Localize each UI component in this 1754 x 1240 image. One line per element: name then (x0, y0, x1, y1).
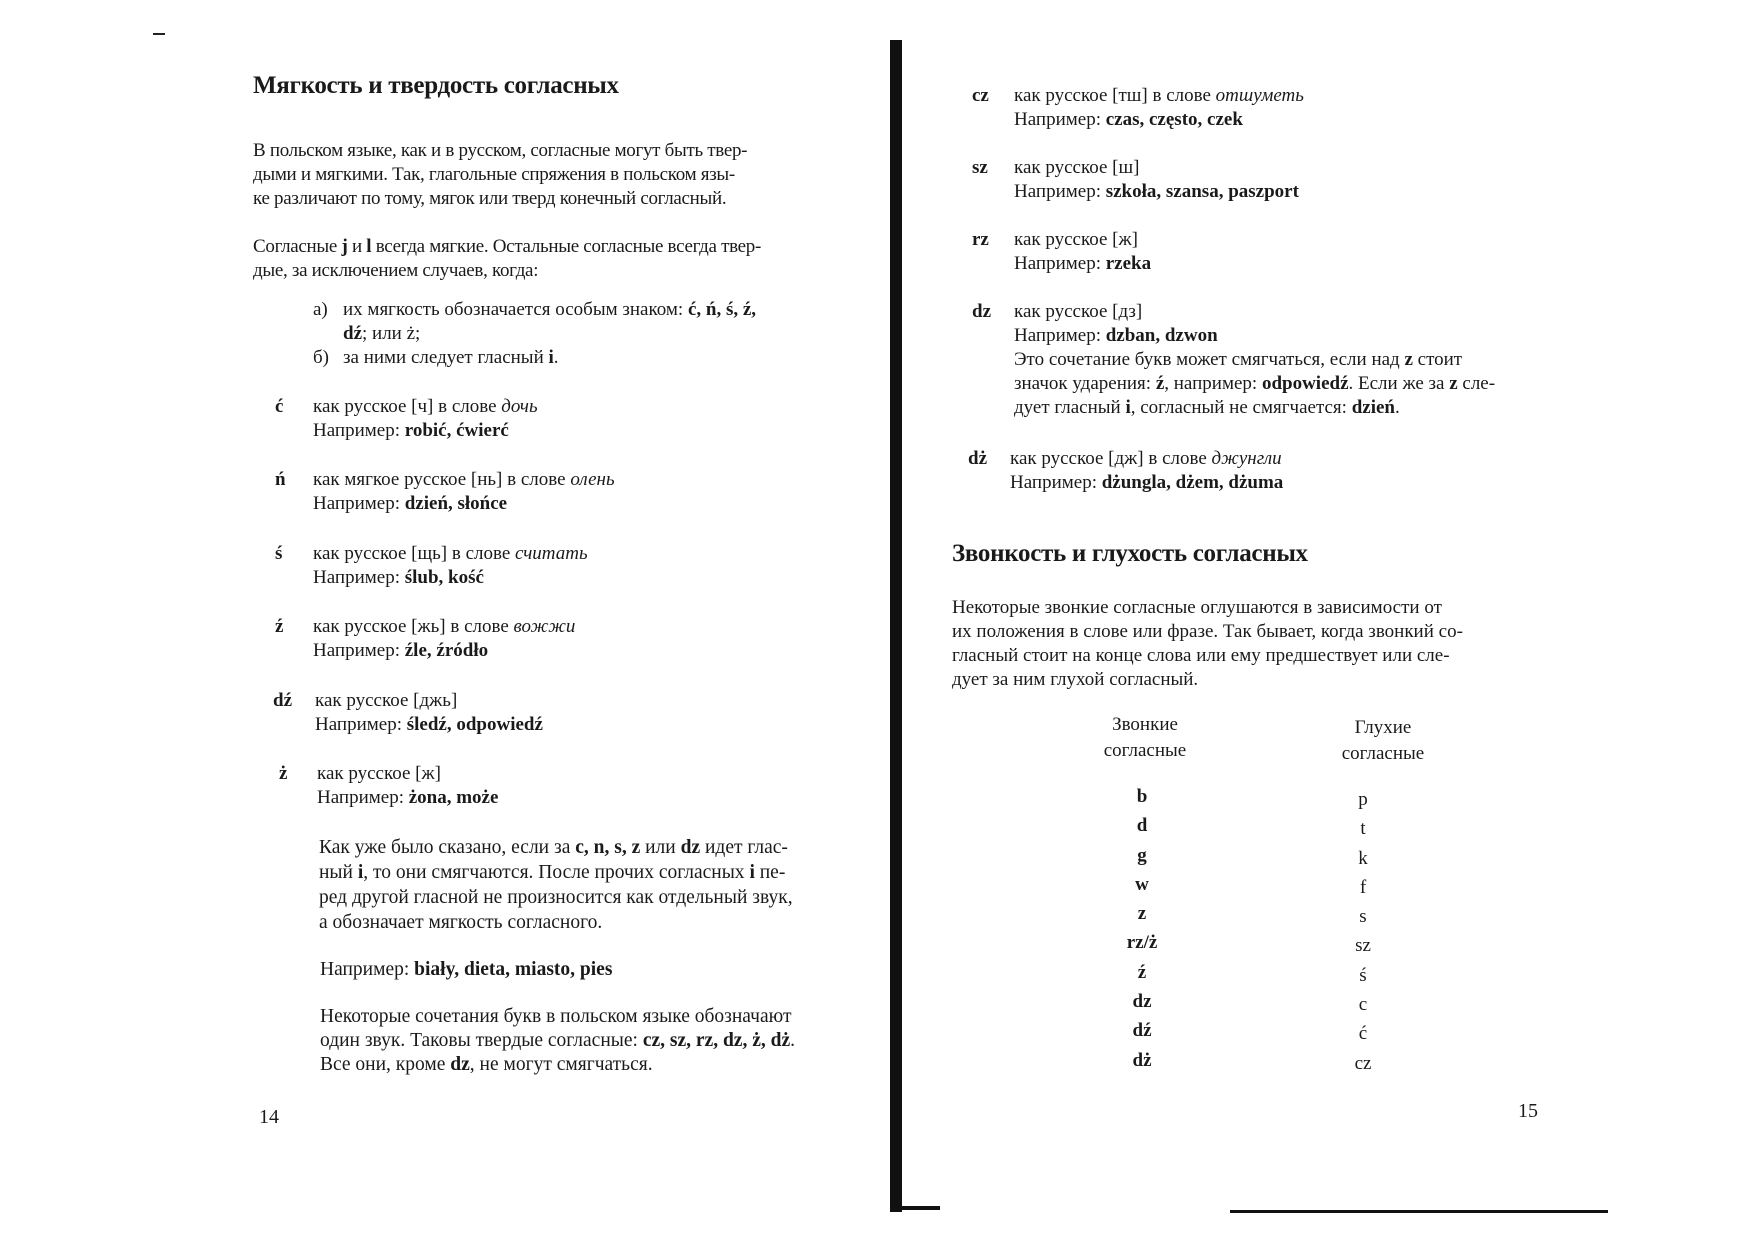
entry-description: как русское [джь] (315, 690, 458, 711)
soft-consonants-rule (253, 235, 863, 283)
entry-description: как русское [ш] (1014, 157, 1140, 178)
exceptions-list (313, 298, 873, 370)
voiced-consonant: z (1137, 903, 1147, 925)
section-title-voicing: Звонкость и глухость согласных (952, 540, 1308, 567)
voiceless-consonant: c (1358, 994, 1368, 1016)
exception-a-cont: dź; или ż; (343, 323, 421, 344)
entry-letter: dź (273, 690, 292, 711)
voiceless-consonant: f (1359, 876, 1367, 898)
voiceless-consonant: k (1358, 847, 1368, 869)
voiced-consonant: dz (1132, 991, 1152, 1013)
voicing-intro (952, 596, 1552, 692)
note-line: ный i, то они смягчаются. После прочих согласных i пе- (319, 862, 786, 883)
entry-letter: ń (275, 469, 286, 490)
intro-line: ке различают по тому, мягок или тверд конечный согласный. (253, 188, 727, 209)
voiced-consonant: rz/ż (1126, 932, 1158, 954)
dz-note-line: Это сочетание букв может смягчаться, если над z стоит (1014, 349, 1463, 370)
voiceless-consonant: sz (1355, 935, 1371, 957)
voiced-consonant: dż (1132, 1049, 1152, 1071)
entry-example: Например: dzban, dzwon (1014, 325, 1218, 346)
voicing-intro-line: дует за ним глухой согласный. (952, 669, 1199, 690)
section-title-softness: Мягкость и твердость согласных (253, 72, 619, 99)
voiceless-consonant: s (1359, 906, 1367, 928)
voiceless-consonant: cz (1354, 1052, 1372, 1074)
entry-description: как русское [ж] (1014, 229, 1138, 250)
entry-letter: sz (972, 157, 988, 178)
digraph-line: Все они, кроме dz, не могут смягчаться. (320, 1054, 653, 1075)
page-number: 14 (259, 1106, 279, 1128)
note-line: Как уже было сказано, если за c, n, s, z или dz идет глас- (319, 837, 788, 858)
voiced-consonant: ź (1137, 961, 1147, 983)
voiced-consonant: b (1136, 786, 1148, 807)
softening-note (319, 835, 859, 935)
entry-letter: ż (279, 763, 288, 784)
voiced-column-header: Звонкие согласные (1103, 714, 1187, 761)
voicing-intro-line: гласный стоит на конце слова или ему предшествует или сле- (952, 645, 1450, 666)
voiceless-consonant: t (1360, 818, 1366, 840)
entry-description: как русское [тш] в слове отшуметь (1014, 85, 1304, 106)
rule-line: дые, за исключением случаев, когда: (253, 260, 539, 281)
page-number: 15 (1518, 1100, 1538, 1122)
voiced-consonant: w (1135, 873, 1149, 895)
entry-letter: ś (275, 543, 283, 564)
voiced-list (1082, 782, 1202, 1075)
entry-letter: dz (972, 301, 991, 322)
voicing-intro-line: их положения в слове или фразе. Так бывает, когда звонкий со- (952, 621, 1463, 642)
voiceless-consonant: p (1358, 789, 1368, 810)
intro-paragraph (253, 139, 853, 211)
entry-letter: ź (275, 616, 284, 637)
voiceless-column-header: Глухие согласные (1341, 717, 1425, 764)
entry-letter: ć (275, 396, 284, 417)
entry-description: как русское [жь] в слове вожжи (313, 616, 576, 637)
example-line: Например: biały, dieta, miasto, pies (320, 959, 613, 980)
entry-example: Например: żona, może (317, 787, 499, 808)
entry-example: Например: śledź, odpowiedź (315, 714, 543, 735)
digraph-line: Некоторые сочетания букв в польском языке обозначают (320, 1006, 792, 1027)
voiceless-consonant: ć (1358, 1023, 1368, 1045)
entry-description: как русское [ж] (317, 763, 441, 784)
entry-description: как русское [дз] (1014, 301, 1143, 322)
entry-letter: rz (972, 229, 989, 250)
entry-example: Например: szkoła, szansa, paszport (1014, 181, 1299, 202)
entry-example: Например: źle, źródło (313, 640, 489, 661)
note-line: а обозначает мягкость согласного. (319, 912, 603, 933)
entry-description: как мягкое русское [нь] в слове олень (313, 469, 615, 490)
entry-description: как русское [щь] в слове считать (313, 543, 588, 564)
rule-line: Согласные j и l всегда мягкие. Остальные согласные всегда твер- (253, 236, 762, 257)
entry-example: Например: czas, często, czek (1014, 109, 1243, 130)
exception-a: а) их мягкость обозначается особым знаком: ć, ń, ś, ź, (313, 299, 757, 320)
entry-description: как русское [дж] в слове джунгли (1010, 448, 1282, 469)
intro-line: дыми и мягкими. Так, глагольные спряжения в польском язы- (253, 164, 735, 185)
entry-example: Например: dzień, słońce (313, 493, 508, 514)
entry-example: Например: robić, ćwierć (313, 420, 509, 441)
entry-example: Например: ślub, kość (313, 567, 484, 588)
voicing-intro-line: Некоторые звонкие согласные оглушаются в зависимости от (952, 597, 1442, 618)
entry-example: Например: dżungla, dżem, dżuma (1010, 472, 1284, 493)
note-line: ред другой гласной не произносится как отдельный звук, (319, 887, 793, 908)
voiceless-list (1303, 785, 1423, 1078)
intro-line: В польском языке, как и в русском, согласные могут быть твер- (253, 140, 748, 161)
entry-letter: dż (968, 448, 987, 469)
entry-description: как русское [ч] в слове дочь (313, 396, 538, 417)
voiced-consonant: g (1137, 844, 1147, 866)
voiced-consonant: dź (1132, 1020, 1152, 1042)
voiceless-consonant: ś (1359, 964, 1367, 986)
exception-b: б) за ними следует гласный i. (313, 347, 559, 368)
voiced-consonant: d (1136, 815, 1148, 837)
digraphs-note (320, 1005, 860, 1077)
dz-note-line: значок ударения: ź, например: odpowiedź. Если же за z сле- (1014, 373, 1496, 394)
entry-example: Например: rzeka (1014, 253, 1152, 274)
dz-note-line: дует гласный i, согласный не смягчается: dzień. (1014, 397, 1400, 418)
entry-letter: cz (972, 85, 989, 106)
digraph-line: один звук. Таковы твердые согласные: cz, sz, rz, dz, ż, dż. (320, 1030, 795, 1051)
